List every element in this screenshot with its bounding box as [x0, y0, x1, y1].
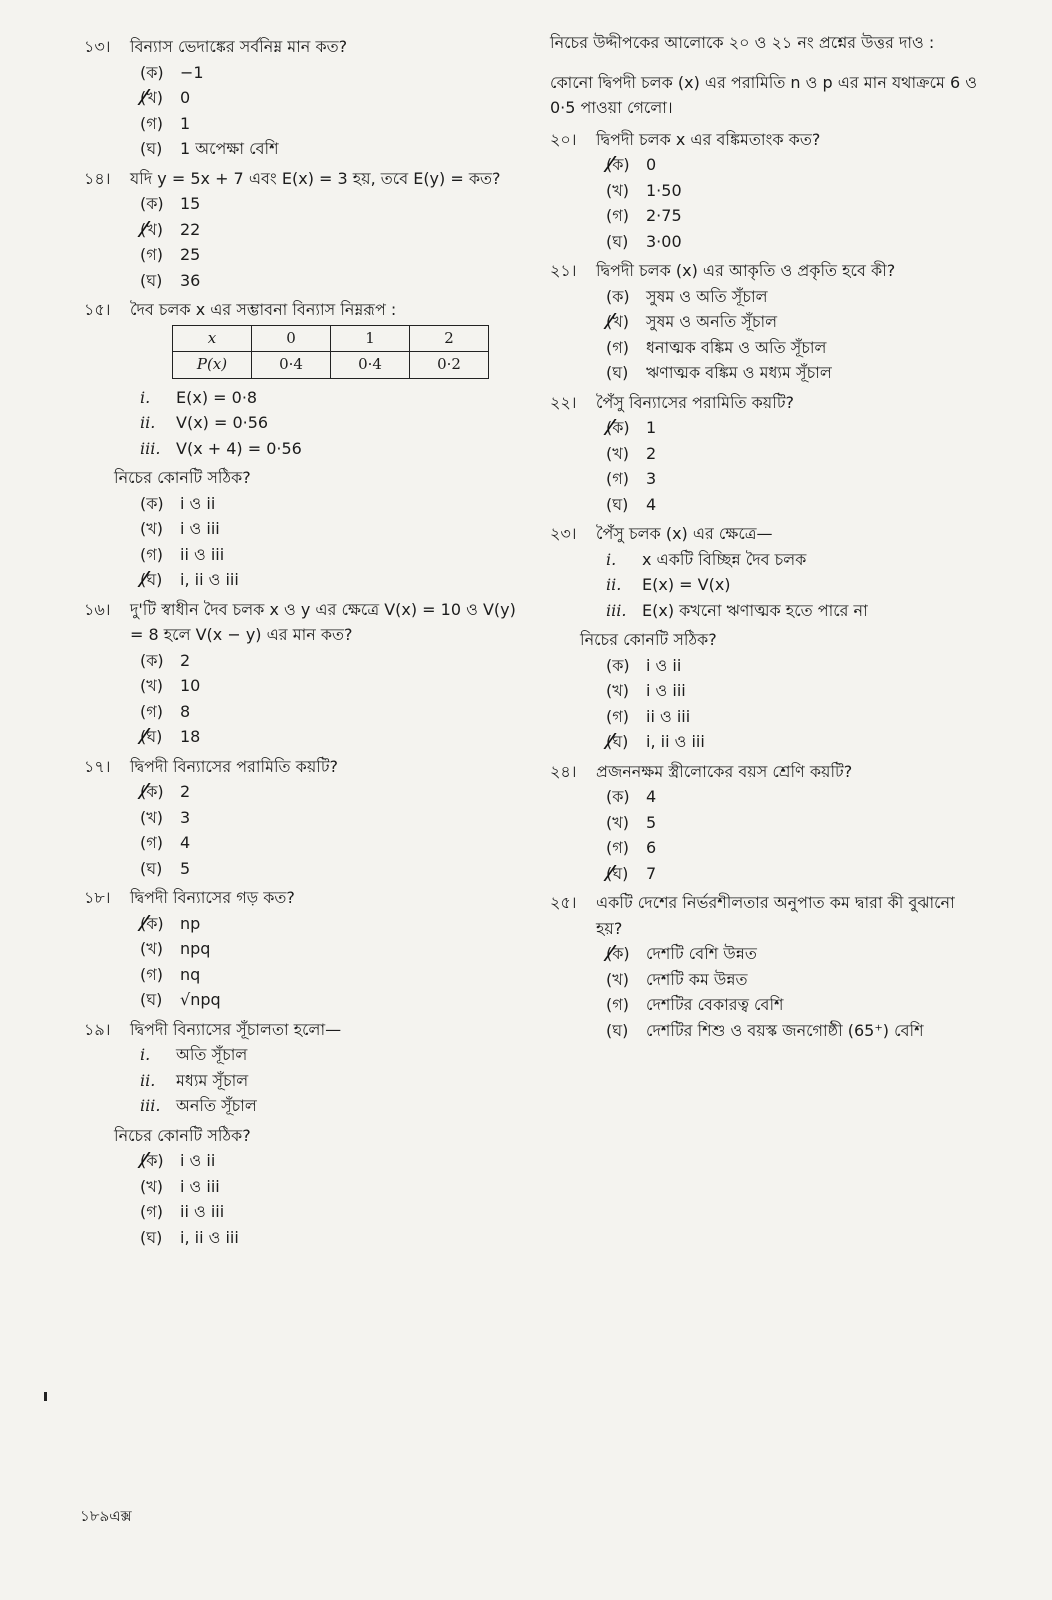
which-correct-prompt: নিচের কোনটি সঠিক? [580, 630, 717, 649]
question-block [550, 390, 980, 518]
question-text: পৈঁসু বিন্যাসের পরামিতি কয়টি? [596, 392, 795, 412]
answer-option[interactable] [550, 415, 980, 441]
option-label: (গ) [606, 995, 629, 1014]
statement [84, 385, 524, 411]
answer-option[interactable] [550, 441, 980, 467]
statement-text: x একটি বিচ্ছিন্ন দৈব চলক [642, 549, 807, 569]
option-label: (গ) [140, 701, 163, 721]
question-stem [550, 521, 980, 547]
option-label: (গ) [140, 1202, 163, 1221]
question-stem [550, 890, 980, 941]
marked-option-label: (ক) [606, 415, 646, 441]
answer-option[interactable] [550, 360, 980, 386]
question-stem [84, 1017, 524, 1043]
option-label: (ঘ) [140, 270, 163, 290]
question-block [550, 258, 980, 386]
question-text: দ্বিপদী বিন্যাসের পরামিতি কয়টি? [130, 756, 339, 776]
marked-option-label: (ঘ) [606, 861, 646, 887]
answer-option[interactable] [550, 284, 980, 310]
table-header-cell: P(x) [173, 352, 252, 379]
table-cell: 1 [331, 325, 410, 352]
question-text: দ্বিপদী বিন্যাসের সূঁচালতা হলো— [130, 1019, 342, 1039]
which-correct-prompt: নিচের কোনটি সঠিক? [114, 1125, 251, 1145]
statement-text: E(x) = V(x) [642, 575, 731, 594]
page-footer-code: ১৮৯এক্স [80, 1507, 132, 1525]
option-text: 36 [180, 270, 201, 290]
question-text: দৈব চলক x এর সম্ভাবনা বিন্যাস নিম্নরূপ : [130, 300, 397, 319]
option-text: i ও ii [180, 1151, 216, 1170]
statement-text: E(x) কখনো ঋণাত্মক হতে পারে না [642, 600, 868, 620]
table-header-cell: x [173, 325, 252, 352]
option-label: (গ) [606, 469, 629, 488]
option-label: (ঘ) [606, 494, 629, 514]
option-text: 7 [646, 863, 657, 883]
answer-option[interactable] [550, 967, 980, 993]
question-number: ১৫। [84, 300, 111, 319]
option-text: 4 [646, 494, 657, 514]
statement-label: ii. [606, 575, 622, 594]
probability-table [172, 325, 489, 379]
statement-text: মধ্যম সূঁচাল [176, 1070, 249, 1090]
question-text: বিন্যাস ভেদাঙ্কের সর্বনিম্ন মান কত? [130, 37, 348, 56]
option-text: 0 [646, 155, 657, 174]
option-text: 4 [180, 833, 191, 852]
option-label: (খ) [606, 812, 629, 832]
option-label: (ঘ) [606, 1020, 629, 1040]
option-text: −1 [180, 62, 204, 82]
option-text: nq [180, 964, 201, 984]
option-text: i ও ii [180, 493, 216, 513]
option-label: (ঘ) [140, 990, 163, 1009]
left-column [84, 30, 524, 1250]
option-text: 18 [180, 727, 201, 746]
answer-option[interactable] [84, 567, 524, 593]
right-questions [550, 127, 980, 1044]
marked-option-label: (ক) [140, 911, 180, 937]
question-text: একটি দেশের নির্ভরশীলতার অনুপাত কম দ্বারা কী বুঝানো হয়? [596, 893, 955, 938]
stimulus-body: কোনো দ্বিপদী চলক (x) এর পরামিতি n ও p এর মান যথাক্রমে 6 ও 0·5 পাওয়া গেলো। [550, 72, 978, 117]
question-number: ১৯। [84, 1019, 111, 1039]
question-stem [84, 297, 524, 323]
which-correct-prompt: নিচের কোনটি সঠিক? [114, 468, 251, 487]
answer-option[interactable] [84, 1174, 524, 1200]
statement [550, 547, 980, 573]
answer-option[interactable] [84, 111, 524, 137]
option-text: i, ii ও iii [180, 1227, 239, 1247]
question-stem [84, 166, 524, 192]
answer-option[interactable] [550, 835, 980, 861]
option-label: (খ) [140, 807, 163, 827]
answer-option[interactable] [84, 542, 524, 568]
option-text: 1·50 [646, 180, 682, 200]
option-text: দেশটির বেকারত্ব বেশি [646, 995, 784, 1014]
answer-option[interactable] [550, 203, 980, 229]
option-text: 3 [646, 469, 657, 488]
option-text: সুষম ও অনতি সূঁচাল [646, 312, 778, 331]
question-block [550, 759, 980, 887]
statement-label: i. [606, 549, 617, 569]
option-label: (খ) [606, 443, 629, 463]
question-text: প্রজননক্ষম স্ত্রীলোকের বয়স শ্রেণি কয়টি? [596, 761, 853, 781]
answer-option[interactable] [84, 987, 524, 1013]
marked-option-label: (ঘ) [140, 567, 180, 593]
option-label: (খ) [140, 1176, 163, 1196]
stimulus-intro: নিচের উদ্দীপকের আলোকে ২০ ও ২১ নং প্রশ্নের উত্তর দাও : [550, 33, 935, 52]
option-text: 2 [646, 443, 657, 463]
question-number: ২১। [550, 261, 577, 280]
option-text: ii ও iii [646, 706, 691, 726]
statement [84, 1042, 524, 1068]
question-block [550, 521, 980, 755]
answer-option[interactable] [84, 911, 524, 937]
option-text: i ও iii [180, 519, 220, 538]
statement [84, 410, 524, 436]
option-text: 1 [180, 113, 191, 133]
question-block [84, 166, 524, 294]
answer-option[interactable] [84, 805, 524, 831]
question-block [84, 34, 524, 162]
question-text: দ্বিপদী চলক x এর বঙ্কিমতাংক কত? [596, 129, 821, 149]
question-stem [84, 34, 524, 60]
option-text: 2 [180, 650, 191, 670]
answer-option[interactable] [84, 936, 524, 962]
answer-option[interactable] [550, 992, 980, 1018]
answer-option[interactable] [84, 673, 524, 699]
table-cell: 0 [252, 325, 331, 352]
marked-option-label: (খ) [140, 217, 180, 243]
option-label: (খ) [606, 969, 629, 989]
option-text: i ও ii [646, 655, 682, 675]
answer-option[interactable] [84, 648, 524, 674]
option-text: 2 [180, 782, 191, 801]
question-block [550, 127, 980, 255]
option-label: (ক) [606, 286, 630, 306]
question-text: দ্বিপদী বিন্যাসের গড় কত? [130, 888, 295, 907]
option-label: (খ) [140, 519, 163, 538]
option-label: (গ) [606, 706, 629, 726]
question-block [84, 754, 524, 882]
answer-option[interactable] [84, 830, 524, 856]
option-text: ঋণাত্মক বঙ্কিম ও মধ্যম সূঁচাল [646, 363, 832, 382]
option-label: (ক) [606, 655, 630, 675]
answer-option[interactable] [84, 962, 524, 988]
marked-option-label: (খ) [140, 85, 180, 111]
option-text: 6 [646, 838, 657, 857]
question-number: ২৩। [550, 524, 577, 543]
question-block [84, 297, 524, 593]
question-number: ১৬। [84, 599, 111, 619]
answer-option[interactable] [84, 85, 524, 111]
question-number: ২৫। [550, 893, 577, 912]
option-text: 3 [180, 807, 191, 827]
question-stem [84, 754, 524, 780]
option-label: (ঘ) [140, 858, 163, 878]
answer-option[interactable] [550, 861, 980, 887]
option-label: (গ) [606, 838, 629, 857]
answer-option[interactable] [84, 242, 524, 268]
question-text: দু'টি স্বাধীন দৈব চলক x ও y এর ক্ষেত্রে V(x) = 10 ও V(y) = 8 হলে V(x − y) এর মান কত? [130, 599, 516, 644]
question-number: ২০। [550, 129, 577, 149]
question-text: যদি y = 5x + 7 এবং E(x) = 3 হয়, তবে E(y) = কত? [130, 168, 501, 188]
statement-label: iii. [140, 438, 161, 458]
option-text: ii ও iii [180, 1202, 225, 1221]
answer-option[interactable] [84, 1225, 524, 1251]
option-text: 8 [180, 701, 191, 721]
statement-label: i. [140, 387, 151, 407]
right-column [550, 30, 980, 1043]
marked-option-label: (ক) [140, 1148, 180, 1174]
option-label: (খ) [606, 681, 629, 700]
statement-label: ii. [140, 413, 156, 432]
option-text: দেশটি বেশি উন্নত [646, 944, 757, 963]
option-label: (গ) [140, 245, 163, 264]
marked-option-label: (ক) [606, 941, 646, 967]
answer-option[interactable] [550, 704, 980, 730]
statement-label: iii. [140, 1096, 161, 1115]
table-cell: 2 [410, 325, 489, 352]
table-cell: 0·4 [252, 352, 331, 379]
answer-option[interactable] [550, 229, 980, 255]
answer-option[interactable] [84, 699, 524, 725]
option-text: দেশটির শিশু ও বয়স্ক জনগোষ্ঠী (65⁺) বেশি [646, 1020, 924, 1040]
question-block [550, 890, 980, 1043]
question-number: ২২। [550, 392, 577, 412]
table-row [173, 325, 489, 352]
option-text: 4 [646, 787, 657, 806]
option-text: 0 [180, 88, 191, 107]
option-text: 1 [646, 418, 657, 437]
question-number: ২৪। [550, 761, 577, 781]
answer-option[interactable] [550, 678, 980, 704]
option-label: (ঘ) [140, 1227, 163, 1247]
table-row [173, 352, 489, 379]
answer-option[interactable] [550, 784, 980, 810]
answer-option[interactable] [84, 724, 524, 750]
question-number: ১৭। [84, 756, 111, 776]
option-text: npq [180, 939, 211, 958]
option-label: (গ) [140, 964, 163, 984]
statement-text: অতি সূঁচাল [176, 1045, 248, 1064]
answer-option[interactable] [84, 136, 524, 162]
answer-option[interactable] [550, 941, 980, 967]
option-text: i ও iii [180, 1176, 220, 1196]
statement [84, 436, 524, 462]
option-text: 10 [180, 676, 201, 695]
stimulus [550, 30, 980, 121]
option-text: 22 [180, 219, 201, 239]
option-text: i ও iii [646, 681, 686, 700]
answer-option[interactable] [550, 492, 980, 518]
answer-option[interactable] [84, 268, 524, 294]
option-text: 1 অপেক্ষা বেশি [180, 139, 279, 158]
option-label: (গ) [606, 337, 629, 357]
answer-option[interactable] [84, 191, 524, 217]
marked-option-label: (ঘ) [606, 729, 646, 755]
answer-option[interactable] [84, 1199, 524, 1225]
question-stem [550, 258, 980, 284]
question-text: দ্বিপদী চলক (x) এর আকৃতি ও প্রকৃতি হবে কী? [596, 261, 896, 280]
answer-option[interactable] [84, 491, 524, 517]
option-label: (ঘ) [606, 231, 629, 251]
answer-option[interactable] [550, 309, 980, 335]
statement [550, 598, 980, 624]
answer-option[interactable] [84, 1148, 524, 1174]
option-label: (ক) [140, 493, 164, 513]
answer-option[interactable] [550, 1018, 980, 1044]
option-label: (খ) [140, 939, 163, 958]
option-label: (ক) [140, 650, 164, 670]
statement [84, 1068, 524, 1094]
statement-text: V(x) = 0·56 [176, 413, 269, 432]
question-text: পৈঁসু চলক (x) এর ক্ষেত্রে— [596, 524, 773, 543]
question-stem [550, 390, 980, 416]
answer-option[interactable] [550, 810, 980, 836]
question-stem [84, 597, 524, 648]
question-block [84, 1017, 524, 1251]
answer-option[interactable] [84, 60, 524, 86]
question-block [84, 885, 524, 1013]
answer-option[interactable] [550, 466, 980, 492]
answer-option[interactable] [550, 335, 980, 361]
answer-option[interactable] [550, 729, 980, 755]
question-number: ১৩। [84, 37, 111, 56]
marked-option-label: (ঘ) [140, 724, 180, 750]
option-label: (গ) [140, 833, 163, 852]
statement-label: iii. [606, 600, 627, 620]
option-text: np [180, 913, 201, 933]
option-label: (ক) [606, 787, 630, 806]
option-text: 5 [180, 858, 191, 878]
question-number: ১৮। [84, 888, 111, 907]
option-text: ধনাত্মক বঙ্কিম ও অতি সূঁচাল [646, 337, 827, 357]
question-block [84, 597, 524, 750]
option-text: i, ii ও iii [646, 732, 705, 751]
ink-dot [44, 1392, 47, 1401]
statement-label: ii. [140, 1070, 156, 1090]
option-text: সুষম ও অতি সূঁচাল [646, 286, 768, 306]
statement-text: E(x) = 0·8 [176, 387, 258, 407]
option-text: দেশটি কম উন্নত [646, 969, 748, 989]
option-label: (খ) [606, 180, 629, 200]
question-stem [550, 127, 980, 153]
option-label: (গ) [140, 113, 163, 133]
answer-option[interactable] [84, 779, 524, 805]
question-stem [84, 885, 524, 911]
option-text: i, ii ও iii [180, 570, 239, 589]
answer-option[interactable] [84, 856, 524, 882]
option-label: (ক) [140, 194, 164, 213]
question-stem [550, 759, 980, 785]
statement [550, 572, 980, 598]
marked-option-label: (ক) [140, 779, 180, 805]
table-cell: 0·2 [410, 352, 489, 379]
statement-text: অনতি সূঁচাল [176, 1096, 257, 1115]
answer-option[interactable] [550, 653, 980, 679]
table-cell: 0·4 [331, 352, 410, 379]
answer-option[interactable] [84, 516, 524, 542]
option-text: 3·00 [646, 231, 682, 251]
marked-option-label: (খ) [606, 309, 646, 335]
option-text: 25 [180, 245, 201, 264]
statement [84, 1093, 524, 1119]
option-text: ii ও iii [180, 544, 225, 564]
answer-option[interactable] [550, 152, 980, 178]
option-label: (ঘ) [140, 139, 163, 158]
option-label: (গ) [140, 544, 163, 564]
option-text: √npq [180, 990, 221, 1009]
option-label: (ক) [140, 62, 164, 82]
option-label: (ঘ) [606, 363, 629, 382]
option-label: (গ) [606, 206, 629, 225]
option-label: (খ) [140, 676, 163, 695]
option-text: 5 [646, 812, 657, 832]
statement-label: i. [140, 1045, 151, 1064]
option-text: 2·75 [646, 206, 682, 225]
option-text: 15 [180, 194, 201, 213]
marked-option-label: (ক) [606, 152, 646, 178]
question-number: ১৪। [84, 168, 111, 188]
answer-option[interactable] [550, 178, 980, 204]
answer-option[interactable] [84, 217, 524, 243]
statement-text: V(x + 4) = 0·56 [176, 438, 302, 458]
